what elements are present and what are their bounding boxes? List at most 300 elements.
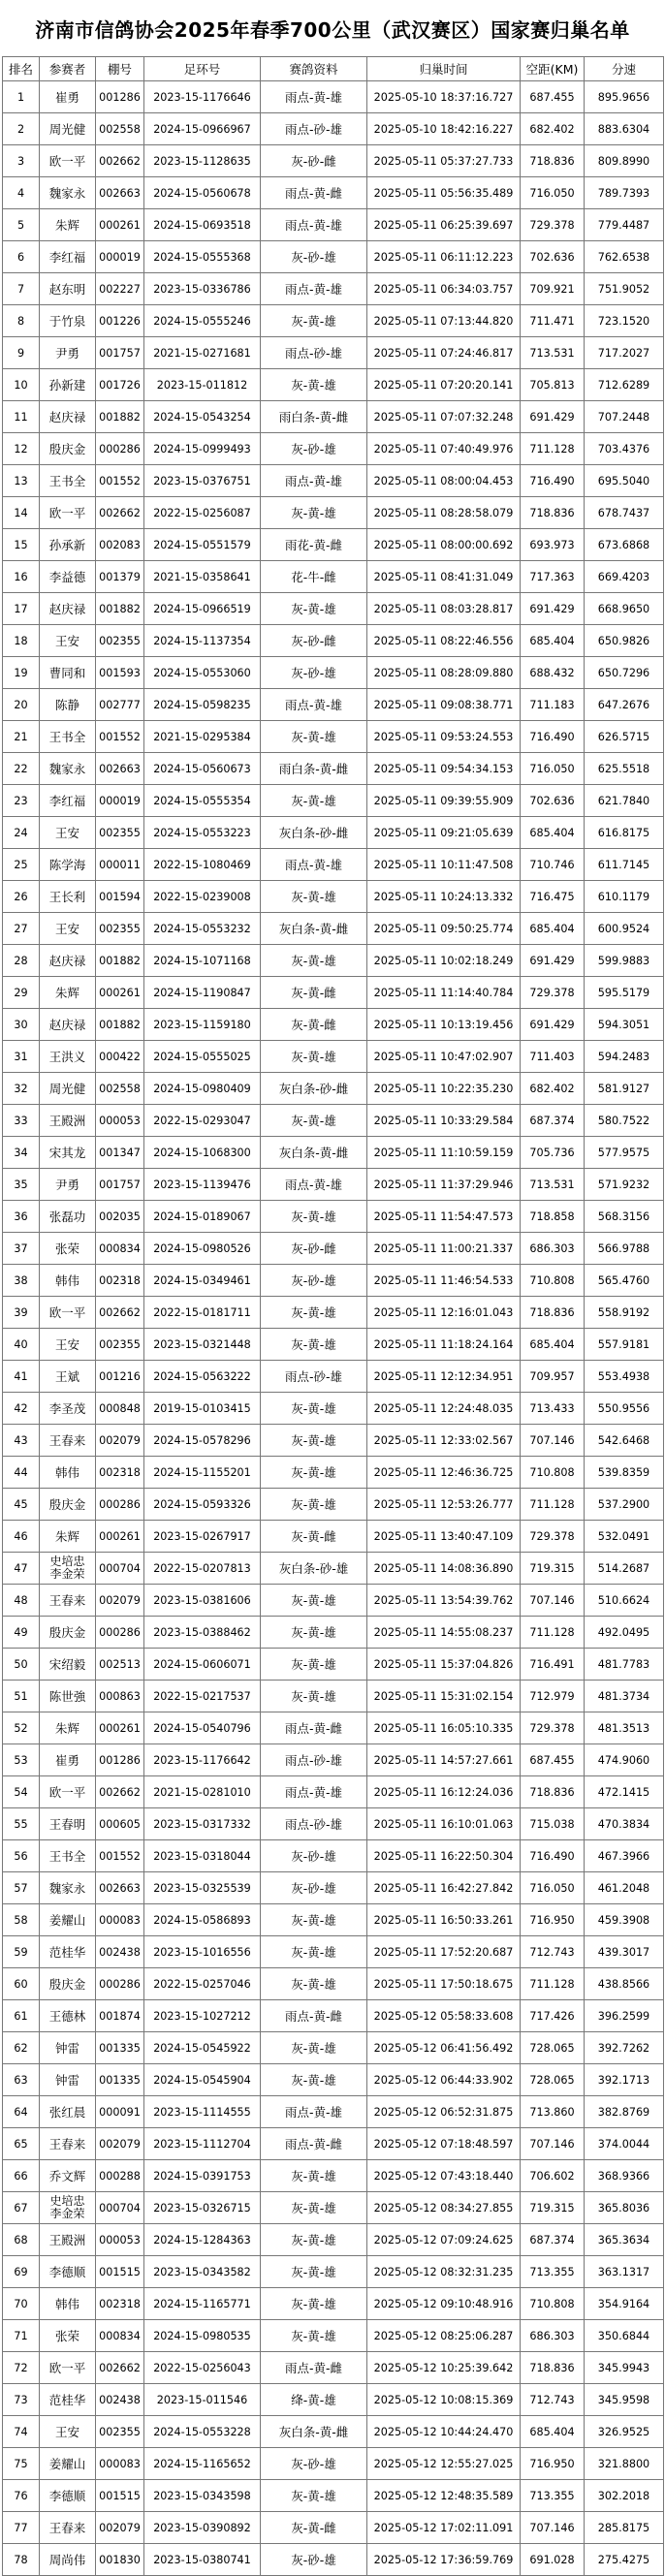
speed-cell: 717.2027 (585, 337, 664, 369)
loft-id-cell: 001726 (96, 369, 144, 401)
ring-number-cell: 2023-15-0388462 (144, 1617, 261, 1649)
distance-cell: 710.808 (521, 2288, 585, 2320)
rank-cell: 3 (3, 145, 40, 177)
ring-number-cell: 2023-15-0267917 (144, 1521, 261, 1553)
arrival-time-cell: 2025-05-11 12:24:48.035 (367, 1393, 521, 1425)
table-row (3, 657, 664, 689)
speed-cell: 577.9575 (585, 1137, 664, 1169)
loft-id-cell: 002663 (96, 177, 144, 209)
speed-cell: 600.9524 (585, 913, 664, 945)
distance-cell: 716.490 (521, 465, 585, 497)
arrival-time-cell: 2025-05-11 08:00:04.453 (367, 465, 521, 497)
participant-cell: 欧一平 (40, 497, 96, 529)
pigeon-info-cell: 雨点-黄-雌 (261, 177, 367, 209)
distance-cell: 711.403 (521, 1041, 585, 1073)
arrival-time-cell: 2025-05-12 17:02:11.091 (367, 2512, 521, 2544)
distance-cell: 685.404 (521, 1329, 585, 1361)
participant-cell: 陈世強 (40, 1681, 96, 1712)
pigeon-info-cell: 灰-砂-雄 (261, 2448, 367, 2480)
loft-id-cell: 002083 (96, 529, 144, 561)
pigeon-info-cell: 灰-砂-雄 (261, 241, 367, 273)
rank-cell: 28 (3, 945, 40, 977)
pigeon-info-cell: 灰-黄-雄 (261, 1297, 367, 1329)
distance-cell: 687.374 (521, 1105, 585, 1137)
ring-number-cell: 2024-15-1190847 (144, 977, 261, 1009)
speed-cell: 621.7840 (585, 785, 664, 817)
ring-number-cell: 2024-15-0349461 (144, 1265, 261, 1297)
ring-number-cell: 2024-15-1137354 (144, 625, 261, 657)
table-row (3, 1936, 664, 1968)
participant-cell: 王安 (40, 2416, 96, 2448)
rank-cell: 37 (3, 1233, 40, 1265)
participant-cell: 张磊功 (40, 1201, 96, 1233)
participant-cell: 张荣 (40, 2320, 96, 2352)
distance-cell: 687.455 (521, 1744, 585, 1776)
participant-cell: 尹勇 (40, 337, 96, 369)
speed-cell: 365.8036 (585, 2192, 664, 2224)
table-row (3, 401, 664, 433)
table-row (3, 1233, 664, 1265)
ring-number-cell: 2024-15-0560678 (144, 177, 261, 209)
ring-number-cell: 2023-15-1016556 (144, 1936, 261, 1968)
pigeon-info-cell: 灰-黄-雄 (261, 2256, 367, 2288)
results-table (2, 56, 664, 2576)
table-row (3, 913, 664, 945)
table-row (3, 881, 664, 913)
pigeon-info-cell: 灰-黄-雄 (261, 881, 367, 913)
arrival-time-cell: 2025-05-12 12:48:35.589 (367, 2480, 521, 2512)
speed-cell: 532.0491 (585, 1521, 664, 1553)
pigeon-info-cell: 灰-黄-雄 (261, 1457, 367, 1489)
loft-id-cell: 001216 (96, 1361, 144, 1393)
rank-cell: 13 (3, 465, 40, 497)
pigeon-info-cell: 雨点-黄-雄 (261, 81, 367, 113)
distance-cell: 691.429 (521, 593, 585, 625)
speed-cell: 594.2483 (585, 1041, 664, 1073)
participant-cell: 王德林 (40, 2000, 96, 2032)
loft-id-cell: 002558 (96, 1073, 144, 1105)
rank-cell: 33 (3, 1105, 40, 1137)
participant-cell: 王殿洲 (40, 2224, 96, 2256)
loft-id-cell: 002662 (96, 497, 144, 529)
arrival-time-cell: 2025-05-11 08:28:58.079 (367, 497, 521, 529)
arrival-time-cell: 2025-05-12 07:18:48.597 (367, 2128, 521, 2160)
speed-cell: 650.7296 (585, 657, 664, 689)
speed-cell: 695.5040 (585, 465, 664, 497)
loft-id-cell: 002662 (96, 1297, 144, 1329)
rank-cell: 67 (3, 2192, 40, 2224)
pigeon-info-cell: 雨点-砂-雄 (261, 1361, 367, 1393)
arrival-time-cell: 2025-05-11 09:21:05.639 (367, 817, 521, 849)
participant-cell: 王春来 (40, 1585, 96, 1617)
ring-number-cell: 2024-15-1284363 (144, 2224, 261, 2256)
speed-cell: 354.9164 (585, 2288, 664, 2320)
distance-cell: 716.475 (521, 881, 585, 913)
participant-cell: 宋其龙 (40, 1137, 96, 1169)
ring-number-cell: 2021-15-0271681 (144, 337, 261, 369)
pigeon-info-cell: 雨点-黄-雌 (261, 2128, 367, 2160)
ring-number-cell: 2022-15-0207813 (144, 1553, 261, 1585)
loft-id-cell: 000848 (96, 1393, 144, 1425)
table-row (3, 977, 664, 1009)
loft-id-cell: 001515 (96, 2256, 144, 2288)
speed-cell: 553.4938 (585, 1361, 664, 1393)
ring-number-cell: 2024-15-0593326 (144, 1489, 261, 1521)
arrival-time-cell: 2025-05-12 07:09:24.625 (367, 2224, 521, 2256)
ring-number-cell: 2023-15-0318044 (144, 1840, 261, 1872)
distance-cell: 729.378 (521, 209, 585, 241)
pigeon-info-cell: 灰-黄-雄 (261, 2192, 367, 2224)
loft-id-cell: 000288 (96, 2160, 144, 2192)
participant-cell: 姜耀山 (40, 2448, 96, 2480)
distance-cell: 682.402 (521, 1073, 585, 1105)
arrival-time-cell: 2025-05-11 10:11:47.508 (367, 849, 521, 881)
ring-number-cell: 2024-15-0966519 (144, 593, 261, 625)
arrival-time-cell: 2025-05-12 12:55:27.025 (367, 2448, 521, 2480)
distance-cell: 705.813 (521, 369, 585, 401)
rank-cell: 20 (3, 689, 40, 721)
table-row (3, 2288, 664, 2320)
participant-cell: 魏家永 (40, 1872, 96, 1904)
loft-id-cell: 000019 (96, 785, 144, 817)
speed-cell: 439.3017 (585, 1936, 664, 1968)
table-row (3, 2096, 664, 2128)
rank-cell: 71 (3, 2320, 40, 2352)
distance-cell: 711.128 (521, 433, 585, 465)
table-row (3, 529, 664, 561)
loft-id-cell: 001347 (96, 1137, 144, 1169)
table-row (3, 1904, 664, 1936)
speed-cell: 539.8359 (585, 1457, 664, 1489)
arrival-time-cell: 2025-05-11 08:22:46.556 (367, 625, 521, 657)
pigeon-info-cell: 灰-砂-雌 (261, 145, 367, 177)
ring-number-cell: 2024-15-0586893 (144, 1904, 261, 1936)
rank-cell: 74 (3, 2416, 40, 2448)
distance-cell: 702.636 (521, 785, 585, 817)
loft-id-cell: 000019 (96, 241, 144, 273)
column-header-speed: 分速 (585, 57, 664, 81)
pigeon-info-cell: 灰-黄-雄 (261, 497, 367, 529)
participant-cell: 殷庆金 (40, 1968, 96, 2000)
participant-cell: 魏家永 (40, 177, 96, 209)
ring-number-cell: 2022-15-1080469 (144, 849, 261, 881)
ring-number-cell: 2024-15-0980526 (144, 1233, 261, 1265)
speed-cell: 762.6538 (585, 241, 664, 273)
participant-cell: 殷庆金 (40, 1617, 96, 1649)
pigeon-info-cell: 雨点-砂-雄 (261, 1744, 367, 1776)
table-row (3, 465, 664, 497)
speed-cell: 616.8175 (585, 817, 664, 849)
speed-cell: 723.1520 (585, 305, 664, 337)
ring-number-cell: 2024-15-0999493 (144, 433, 261, 465)
participant-cell: 张荣 (40, 1233, 96, 1265)
speed-cell: 625.5518 (585, 753, 664, 785)
speed-cell: 789.7393 (585, 177, 664, 209)
rank-cell: 59 (3, 1936, 40, 1968)
loft-id-cell: 001882 (96, 945, 144, 977)
table-row (3, 1425, 664, 1457)
distance-cell: 718.836 (521, 145, 585, 177)
speed-cell: 673.6868 (585, 529, 664, 561)
rank-cell: 12 (3, 433, 40, 465)
rank-cell: 4 (3, 177, 40, 209)
loft-id-cell: 001552 (96, 465, 144, 497)
rank-cell: 68 (3, 2224, 40, 2256)
arrival-time-cell: 2025-05-11 12:53:26.777 (367, 1489, 521, 1521)
participant-cell: 李红福 (40, 241, 96, 273)
distance-cell: 706.602 (521, 2160, 585, 2192)
loft-id-cell: 000091 (96, 2096, 144, 2128)
ring-number-cell: 2022-15-0256043 (144, 2352, 261, 2384)
loft-id-cell: 002079 (96, 2512, 144, 2544)
rank-cell: 44 (3, 1457, 40, 1489)
rank-cell: 54 (3, 1776, 40, 1808)
distance-cell: 713.531 (521, 1169, 585, 1201)
loft-id-cell: 000261 (96, 209, 144, 241)
participant-cell: 殷庆金 (40, 433, 96, 465)
loft-id-cell: 002355 (96, 913, 144, 945)
pigeon-info-cell: 雨花-黄-雌 (261, 529, 367, 561)
arrival-time-cell: 2025-05-11 06:11:12.223 (367, 241, 521, 273)
table-row (3, 721, 664, 753)
loft-id-cell: 000083 (96, 2448, 144, 2480)
loft-id-cell: 000053 (96, 1105, 144, 1137)
pigeon-info-cell: 灰-黄-雄 (261, 2064, 367, 2096)
pigeon-info-cell: 雨白条-黄-雌 (261, 401, 367, 433)
table-row (3, 305, 664, 337)
speed-cell: 374.0044 (585, 2128, 664, 2160)
table-row (3, 1169, 664, 1201)
distance-cell: 710.746 (521, 849, 585, 881)
rank-cell: 58 (3, 1904, 40, 1936)
distance-cell: 707.146 (521, 2512, 585, 2544)
loft-id-cell: 000704 (96, 1553, 144, 1585)
rank-cell: 61 (3, 2000, 40, 2032)
loft-id-cell: 002662 (96, 2352, 144, 2384)
speed-cell: 557.9181 (585, 1329, 664, 1361)
loft-id-cell: 001379 (96, 561, 144, 593)
table-row (3, 2192, 664, 2224)
distance-cell: 711.128 (521, 1489, 585, 1521)
pigeon-info-cell: 花-牛-雌 (261, 561, 367, 593)
distance-cell: 685.404 (521, 625, 585, 657)
participant-cell: 王安 (40, 817, 96, 849)
rank-cell: 7 (3, 273, 40, 305)
loft-id-cell: 001593 (96, 657, 144, 689)
speed-cell: 809.8990 (585, 145, 664, 177)
speed-cell: 712.6289 (585, 369, 664, 401)
speed-cell: 626.5715 (585, 721, 664, 753)
rank-cell: 41 (3, 1361, 40, 1393)
loft-id-cell: 001882 (96, 1009, 144, 1041)
participant-cell: 李德顺 (40, 2256, 96, 2288)
distance-cell: 717.363 (521, 561, 585, 593)
loft-id-cell: 002079 (96, 2128, 144, 2160)
ring-number-cell: 2023-15-1114555 (144, 2096, 261, 2128)
arrival-time-cell: 2025-05-11 14:08:36.890 (367, 1553, 521, 1585)
pigeon-info-cell: 灰-黄-雄 (261, 1329, 367, 1361)
table-row (3, 1744, 664, 1776)
speed-cell: 474.9060 (585, 1744, 664, 1776)
loft-id-cell: 002438 (96, 1936, 144, 1968)
participant-cell: 钟雷 (40, 2064, 96, 2096)
ring-number-cell: 2023-15-1159180 (144, 1009, 261, 1041)
pigeon-info-cell: 灰-黄-雄 (261, 1904, 367, 1936)
pigeon-info-cell: 灰-黄-雄 (261, 1041, 367, 1073)
table-row (3, 177, 664, 209)
arrival-time-cell: 2025-05-10 18:37:16.727 (367, 81, 521, 113)
distance-cell: 691.028 (521, 2544, 585, 2576)
loft-id-cell: 001830 (96, 2544, 144, 2576)
speed-cell: 581.9127 (585, 1073, 664, 1105)
rank-cell: 51 (3, 1681, 40, 1712)
speed-cell: 472.1415 (585, 1776, 664, 1808)
participant-cell: 李红福 (40, 785, 96, 817)
column-header-distance: 空距(KM) (521, 57, 585, 81)
table-row (3, 209, 664, 241)
pigeon-info-cell: 灰-砂-雄 (261, 433, 367, 465)
participant-cell: 王书全 (40, 465, 96, 497)
pigeon-info-cell: 雨点-黄-雄 (261, 849, 367, 881)
participant-cell: 陈静 (40, 689, 96, 721)
rank-cell: 39 (3, 1297, 40, 1329)
rank-cell: 19 (3, 657, 40, 689)
ring-number-cell: 2023-15-1176642 (144, 1744, 261, 1776)
table-row (3, 433, 664, 465)
participant-cell: 韩伟 (40, 2288, 96, 2320)
arrival-time-cell: 2025-05-11 15:31:02.154 (367, 1681, 521, 1712)
table-row (3, 1009, 664, 1041)
speed-cell: 470.3834 (585, 1808, 664, 1840)
participant-cell: 李德顺 (40, 2480, 96, 2512)
pigeon-info-cell: 灰-砂-雌 (261, 1233, 367, 1265)
rank-cell: 77 (3, 2512, 40, 2544)
speed-cell: 326.9525 (585, 2416, 664, 2448)
table-row (3, 2416, 664, 2448)
ring-number-cell: 2024-15-0606071 (144, 1649, 261, 1681)
ring-number-cell: 2024-15-0545922 (144, 2032, 261, 2064)
loft-id-cell: 001286 (96, 81, 144, 113)
ring-number-cell: 2024-15-0553060 (144, 657, 261, 689)
loft-id-cell: 000286 (96, 1968, 144, 2000)
participant-cell: 曹同和 (40, 657, 96, 689)
distance-cell: 711.183 (521, 689, 585, 721)
participant-cell: 赵庆禄 (40, 945, 96, 977)
speed-cell: 678.7437 (585, 497, 664, 529)
table-row (3, 2032, 664, 2064)
pigeon-info-cell: 灰-黄-雄 (261, 2224, 367, 2256)
table-row (3, 625, 664, 657)
table-row (3, 1073, 664, 1105)
loft-id-cell: 000422 (96, 1041, 144, 1073)
speed-cell: 459.3908 (585, 1904, 664, 1936)
column-header-pigeon-info: 赛鸽资料 (261, 57, 367, 81)
distance-cell: 682.402 (521, 113, 585, 145)
loft-id-cell: 001757 (96, 337, 144, 369)
distance-cell: 712.743 (521, 1936, 585, 1968)
loft-id-cell: 002662 (96, 145, 144, 177)
pigeon-info-cell: 灰-黄-雄 (261, 593, 367, 625)
table-row (3, 2000, 664, 2032)
pigeon-info-cell: 雨点-黄-雄 (261, 465, 367, 497)
table-row (3, 2384, 664, 2416)
distance-cell: 729.378 (521, 977, 585, 1009)
speed-cell: 467.3966 (585, 1840, 664, 1872)
arrival-time-cell: 2025-05-11 10:22:35.230 (367, 1073, 521, 1105)
column-header-rank: 排名 (3, 57, 40, 81)
table-row (3, 1297, 664, 1329)
participant-cell: 王长利 (40, 881, 96, 913)
rank-cell: 23 (3, 785, 40, 817)
arrival-time-cell: 2025-05-11 09:39:55.909 (367, 785, 521, 817)
rank-cell: 26 (3, 881, 40, 913)
arrival-time-cell: 2025-05-11 15:37:04.826 (367, 1649, 521, 1681)
rank-cell: 69 (3, 2256, 40, 2288)
rank-cell: 29 (3, 977, 40, 1009)
pigeon-info-cell: 雨点-砂-雄 (261, 113, 367, 145)
participant-cell: 王春明 (40, 1808, 96, 1840)
distance-cell: 707.146 (521, 1585, 585, 1617)
participant-cell: 张红晨 (40, 2096, 96, 2128)
participant-cell: 王殿洲 (40, 1105, 96, 1137)
speed-cell: 571.9232 (585, 1169, 664, 1201)
distance-cell: 710.808 (521, 1457, 585, 1489)
speed-cell: 345.9598 (585, 2384, 664, 2416)
arrival-time-cell: 2025-05-11 11:14:40.784 (367, 977, 521, 1009)
ring-number-cell: 2022-15-0217537 (144, 1681, 261, 1712)
speed-cell: 566.9788 (585, 1233, 664, 1265)
participant-cell: 欧一平 (40, 1776, 96, 1808)
arrival-time-cell: 2025-05-12 10:25:39.642 (367, 2352, 521, 2384)
loft-id-cell: 001874 (96, 2000, 144, 2032)
arrival-time-cell: 2025-05-11 11:00:21.337 (367, 1233, 521, 1265)
distance-cell: 691.429 (521, 401, 585, 433)
arrival-time-cell: 2025-05-11 12:16:01.043 (367, 1297, 521, 1329)
participant-cell: 朱辉 (40, 977, 96, 1009)
participant-cell: 王安 (40, 625, 96, 657)
table-row (3, 1201, 664, 1233)
speed-cell: 558.9192 (585, 1297, 664, 1329)
distance-cell: 702.636 (521, 241, 585, 273)
ring-number-cell: 2023-15-0325539 (144, 1872, 261, 1904)
participant-cell: 赵东明 (40, 273, 96, 305)
distance-cell: 685.404 (521, 913, 585, 945)
loft-id-cell: 002513 (96, 1649, 144, 1681)
speed-cell: 751.9052 (585, 273, 664, 305)
arrival-time-cell: 2025-05-11 07:24:46.817 (367, 337, 521, 369)
arrival-time-cell: 2025-05-11 09:08:38.771 (367, 689, 521, 721)
ring-number-cell: 2024-15-0553223 (144, 817, 261, 849)
rank-cell: 18 (3, 625, 40, 657)
distance-cell: 713.355 (521, 2480, 585, 2512)
ring-number-cell: 2023-15-0317332 (144, 1808, 261, 1840)
ring-number-cell: 2024-15-0553228 (144, 2416, 261, 2448)
distance-cell: 688.432 (521, 657, 585, 689)
pigeon-info-cell: 灰-黄-雌 (261, 977, 367, 1009)
table-row (3, 337, 664, 369)
loft-id-cell: 002079 (96, 1425, 144, 1457)
distance-cell: 707.146 (521, 2128, 585, 2160)
ring-number-cell: 2021-15-0281010 (144, 1776, 261, 1808)
table-row (3, 1872, 664, 1904)
pigeon-info-cell: 灰-黄-雌 (261, 1009, 367, 1041)
table-row (3, 1712, 664, 1744)
loft-id-cell: 001552 (96, 721, 144, 753)
pigeon-info-cell: 灰-黄-雄 (261, 369, 367, 401)
table-row (3, 497, 664, 529)
arrival-time-cell: 2025-05-11 13:54:39.762 (367, 1585, 521, 1617)
arrival-time-cell: 2025-05-11 10:24:13.332 (367, 881, 521, 913)
